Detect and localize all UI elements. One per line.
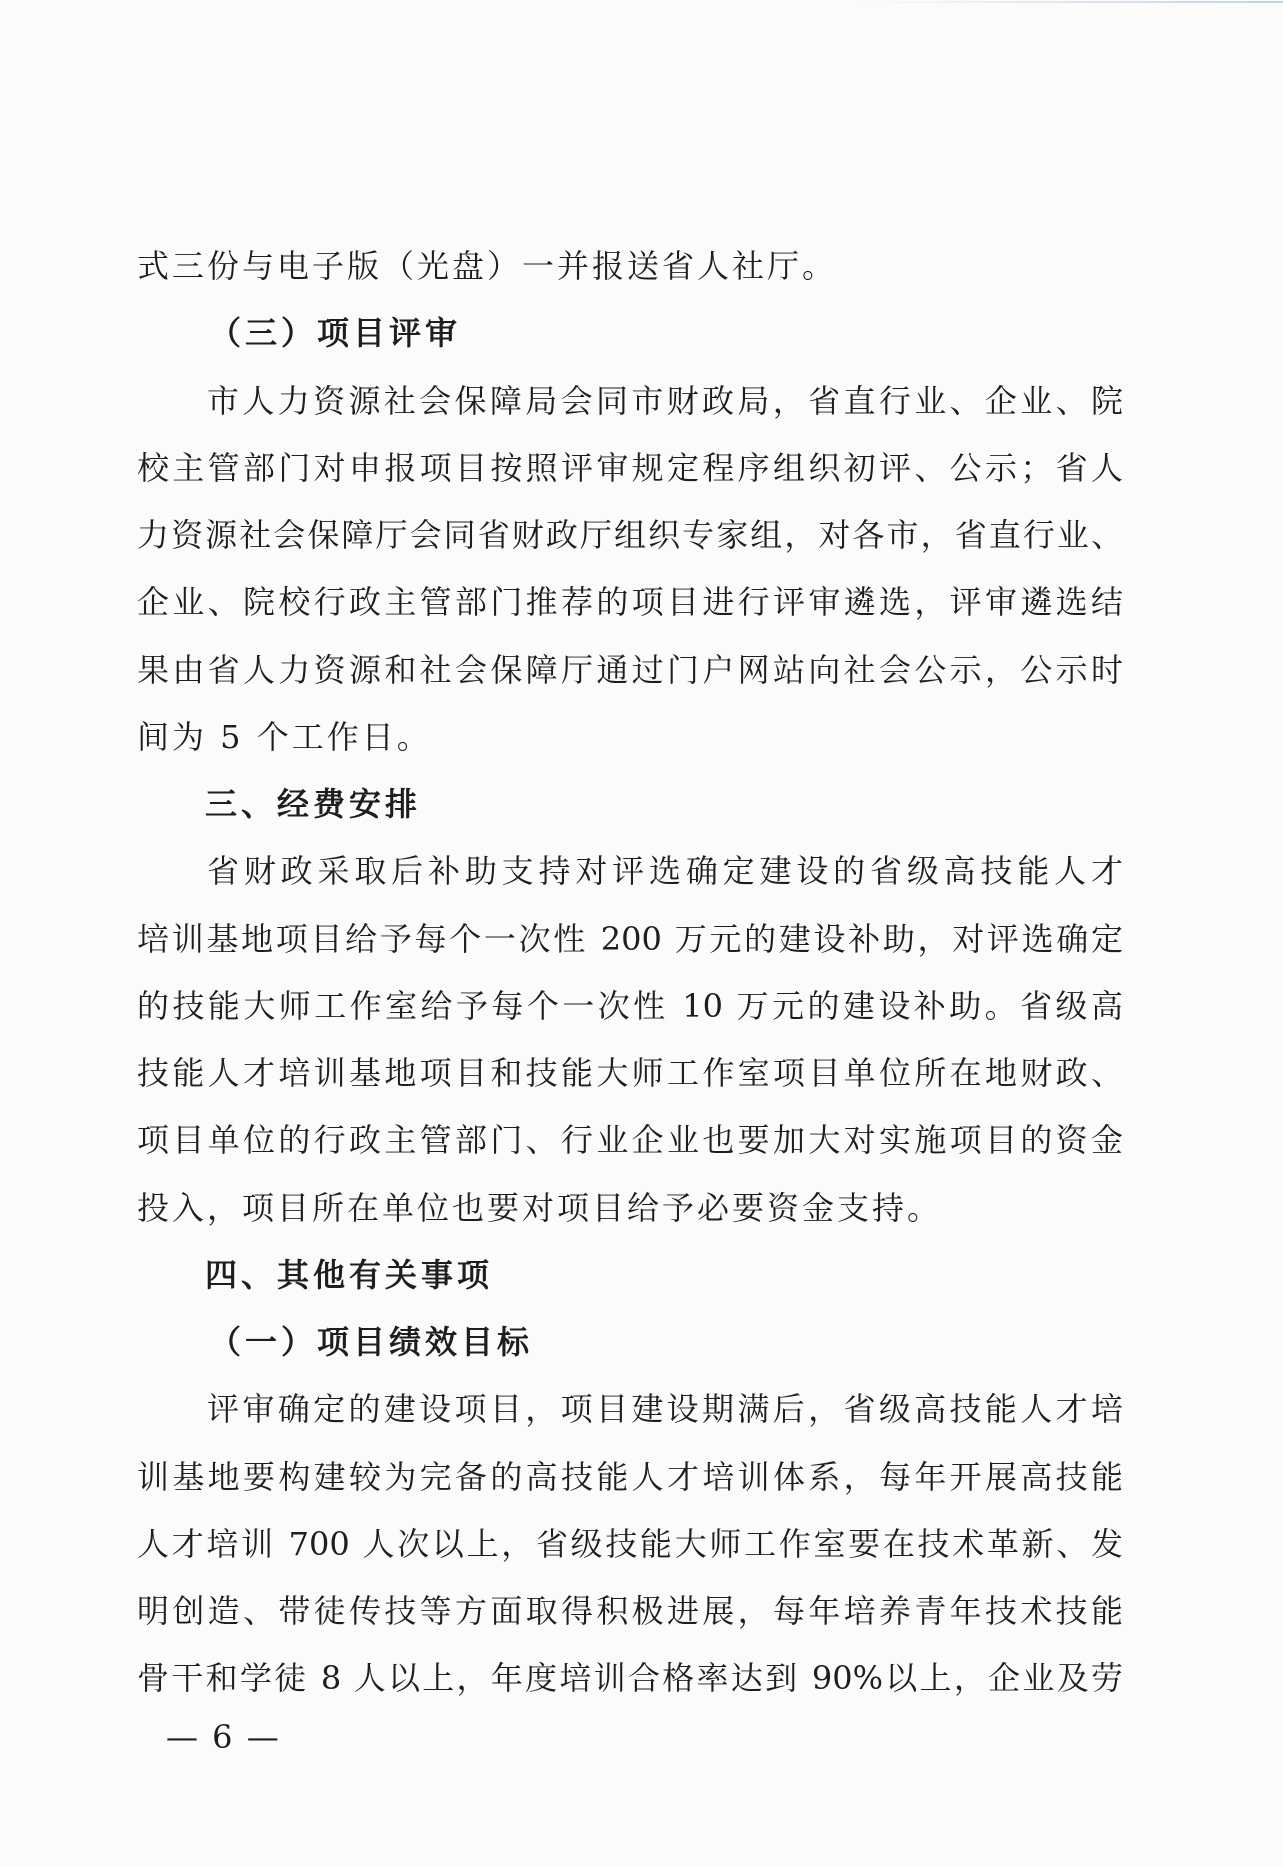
text-line: 训基地要构建较为完备的高技能人才培训体系，每年开展高技能 xyxy=(137,1457,1123,1496)
section-heading-funding: 三、经费安排 xyxy=(205,785,422,823)
section-other-matters xyxy=(137,1242,1123,1309)
text-line: 省财政采取后补助支持对评选确定建设的省级高技能人才 xyxy=(207,852,1123,891)
section-heading-performance-goals: （一）项目绩效目标 xyxy=(209,1323,534,1361)
section-funding xyxy=(137,771,1123,1242)
section-heading-project-review: （三）项目评审 xyxy=(209,314,462,353)
text-line: 明创造、带徒传技等方面取得积极进展，每年培养青年技术技能 xyxy=(137,1592,1123,1630)
scan-edge-line xyxy=(860,1,1283,3)
section-heading-other-matters: 四、其他有关事项 xyxy=(205,1255,494,1294)
text-line: 骨干和学徒 8 人以上，年度培训合格率达到 90%以上，企业及劳 xyxy=(137,1659,1123,1698)
text-line: 校主管部门对申报项目按照评审规定程序组织初评、公示；省人 xyxy=(137,448,1123,487)
text-line: 技能人才培训基地项目和技能大师工作室项目单位所在地财政、 xyxy=(137,1054,1123,1092)
text-line: 果由省人力资源和社会保障厅通过门户网站向社会公示，公示时 xyxy=(137,650,1123,689)
section-performance-goals xyxy=(137,1309,1123,1713)
text-line: 项目单位的行政主管部门、行业企业也要加大对实施项目的资金 xyxy=(137,1121,1123,1160)
text-line: 间为 5 个工作日。 xyxy=(137,717,432,756)
page-number: — 6 — xyxy=(166,1718,281,1756)
continuation-paragraph xyxy=(137,233,1123,300)
text-line: 人才培训 700 人次以上，省级技能大师工作室要在技术革新、发 xyxy=(137,1524,1123,1563)
text-line: 企业、院校行政主管部门推荐的项目进行评审遴选，评审遴选结 xyxy=(137,583,1123,622)
paragraph-funding xyxy=(137,838,1123,1242)
text-line: 市人力资源社会保障局会同市财政局，省直行业、企业、院 xyxy=(207,381,1123,420)
text-line: 的技能大师工作室给予每个一次性 10 万元的建设补助。省级高 xyxy=(137,986,1123,1025)
text-line: 力资源社会保障厅会同省财政厅组织专家组，对各市，省直行业、 xyxy=(137,516,1123,554)
section-project-review xyxy=(137,300,1123,771)
text-line: 式三份与电子版（光盘）一并报送省人社厅。 xyxy=(137,247,838,285)
text-line: 培训基地项目给予每个一次性 200 万元的建设补助，对评选确定 xyxy=(137,919,1123,958)
paragraph-project-review xyxy=(137,368,1123,772)
paragraph-performance-goals xyxy=(137,1376,1123,1712)
document-page-body xyxy=(137,233,1123,1713)
text-line: 投入，项目所在单位也要对项目给予必要资金支持。 xyxy=(137,1188,943,1227)
text-line: 评审确定的建设项目，项目建设期满后，省级高技能人才培 xyxy=(207,1390,1123,1429)
